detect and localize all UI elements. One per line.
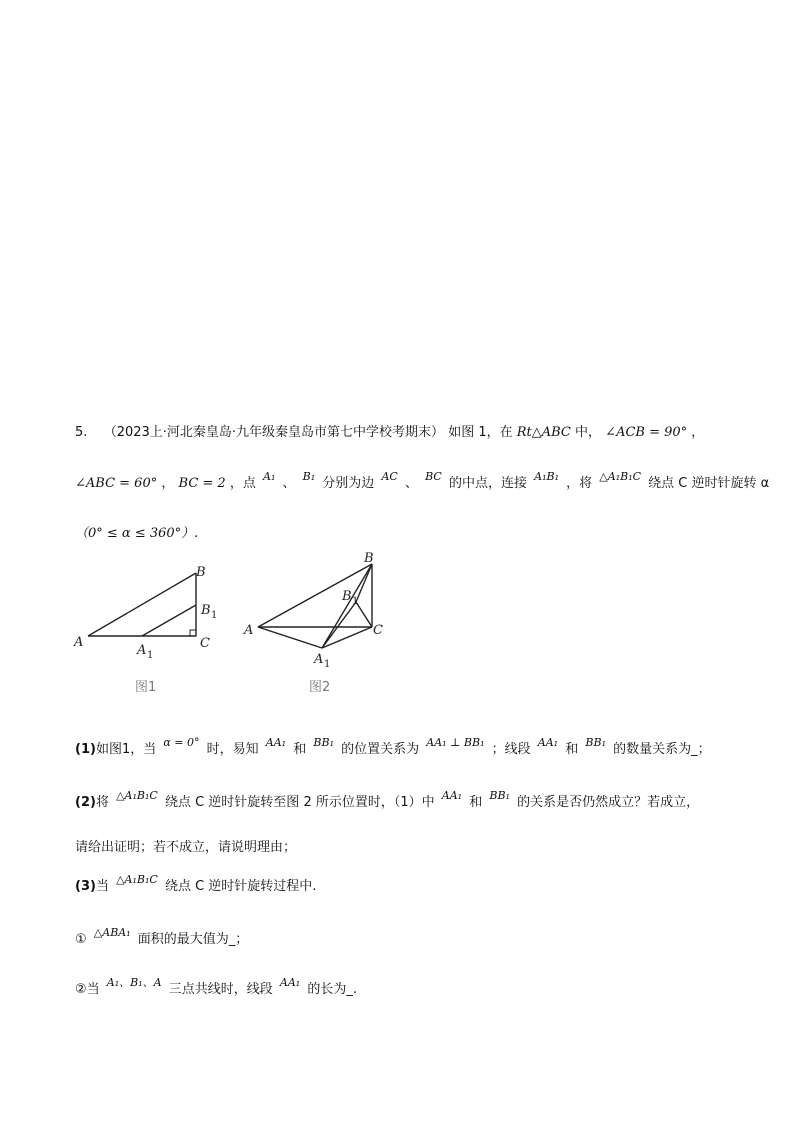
comma: ， (691, 425, 705, 440)
fig2-label-a1-sub: 1 (324, 659, 331, 670)
sub-question-1-text: 面积的最大值为_； (137, 932, 249, 947)
question-1-text-2: 时，易知 (206, 742, 259, 757)
separator-2: 、 (404, 476, 418, 491)
rt-triangle-abc: Rt△ABC (516, 425, 571, 440)
fig2-segment-b1c (356, 602, 372, 627)
comma: ， (161, 476, 175, 491)
figures (0, 550, 800, 710)
question-1-text-5: 的数量关系为_； (613, 742, 711, 757)
separator: 、 (282, 476, 296, 491)
bc-length: BC = 2 (178, 476, 226, 491)
question-3-label: (3) (75, 879, 96, 894)
rotate-text: ，将 (566, 476, 593, 491)
fig1-label-b1-sub: 1 (211, 610, 218, 621)
triangle-a1b1c: △A₁B₁C (599, 470, 642, 483)
perpendicular-relation: AA₁ ⊥ BB₁ (426, 736, 485, 749)
sub-question-2-text: 三点共线时，线段 (168, 982, 273, 997)
alpha-range: （0° ≤ α ≤ 360°）. (75, 526, 199, 541)
segment-bb1-2: BB₁ (585, 736, 606, 749)
problem-source: （2023上·河北秦皇岛·九年级秦皇岛市第七中学校考期末） (103, 425, 445, 440)
fig1-label-c: C (200, 636, 210, 651)
segment-a1b1: A₁B₁ (534, 470, 559, 483)
question-3 (75, 873, 317, 897)
intro-text: 如图 1，在 (448, 425, 513, 440)
question-3-text-2: 绕点 C 逆时针旋转过程中. (164, 879, 317, 894)
point-text: ，点 (229, 476, 256, 491)
circled-one: ① (75, 932, 87, 947)
fig2-segment-bb1 (356, 564, 372, 602)
fig1-label-b1: B (201, 603, 211, 618)
fig1-side-ab (88, 573, 196, 636)
fig2-segment-a1b (322, 564, 372, 648)
angle-acb: ∠ACB = 90° (605, 425, 688, 440)
fig1-segment-a1b1 (142, 605, 196, 636)
fig1-label-a1: A (137, 643, 147, 658)
question-2-label: (2) (75, 795, 96, 810)
point-b1: B₁ (302, 470, 316, 483)
question-2-text-4: 请给出证明；若不成立，请说明理由； (75, 840, 297, 855)
fig1-label-a: A (74, 635, 84, 650)
triangle-a1b1c: △A₁B₁C (116, 873, 158, 886)
question-1-text-4: ；线段 (491, 742, 531, 757)
question-2-text-3: 的关系是否仍然成立？若成立， (517, 795, 700, 810)
fig2-segment-aa1 (258, 627, 322, 648)
fig1-caption: 图1 (135, 680, 157, 695)
rotate-text-2: 绕点 C 逆时针旋转 α (648, 476, 770, 491)
intro-text-2: 中， (575, 425, 602, 440)
sub-question-2 (75, 976, 357, 1000)
segment-aa1: AA₁ (279, 976, 301, 989)
segment-aa1-2: AA₁ (537, 736, 559, 749)
segment-aa1: AA₁ (265, 736, 287, 749)
triangle-aba1: △ABA₁ (93, 926, 131, 939)
question-2-line-2 (75, 838, 296, 858)
side-ac: AC (381, 470, 398, 483)
fig2-label-c: C (373, 623, 383, 638)
question-1-text-3: 的位置关系为 (341, 742, 420, 757)
problem-line-1 (75, 423, 704, 443)
and-text: 和 (293, 742, 307, 757)
fig2-label-b1-sub: 1 (352, 596, 359, 607)
fig2-caption: 图2 (309, 680, 331, 695)
triangle-a1b1c: △A₁B₁C (116, 789, 158, 802)
question-1-text: 如图1，当 (95, 742, 157, 757)
fig2-label-b: B (364, 551, 374, 566)
figure-1 (88, 573, 196, 636)
fig2-label-a1: A (314, 652, 324, 667)
question-2-text: 将 (95, 795, 109, 810)
segment-aa1: AA₁ (441, 789, 463, 802)
angle-abc: ∠ABC = 60° (75, 476, 158, 491)
fig1-right-angle-mark (190, 630, 196, 636)
problem-number: 5. (75, 425, 88, 440)
and-text: 和 (469, 795, 483, 810)
problem-line-2 (75, 470, 770, 494)
question-1-label: (1) (75, 742, 96, 757)
and-text-2: 和 (565, 742, 579, 757)
segment-bb1: BB₁ (313, 736, 334, 749)
circled-two: ②当 (75, 982, 100, 997)
midpoint-text-2: 的中点，连接 (448, 476, 527, 491)
point-a1: A₁ (263, 470, 276, 483)
question-3-text: 当 (95, 879, 109, 894)
problem-line-3 (75, 524, 198, 544)
midpoint-text: 分别为边 (322, 476, 375, 491)
question-2-text-2: 绕点 C 逆时针旋转至图 2 所示位置时，（1）中 (164, 795, 435, 810)
fig1-label-b: B (196, 565, 206, 580)
sub-question-2-text-2: 的长为_. (307, 982, 357, 997)
fig2-label-a: A (244, 623, 254, 638)
question-1 (75, 736, 711, 760)
collinear-points: A₁、B₁、A (106, 976, 162, 989)
fig2-label-b1: B (342, 589, 352, 604)
sub-question-1 (75, 926, 249, 950)
alpha-zero: α = 0° (163, 736, 200, 749)
fig1-label-a1-sub: 1 (147, 650, 154, 661)
segment-bb1: BB₁ (489, 789, 510, 802)
side-bc: BC (425, 470, 442, 483)
question-2 (75, 789, 700, 813)
